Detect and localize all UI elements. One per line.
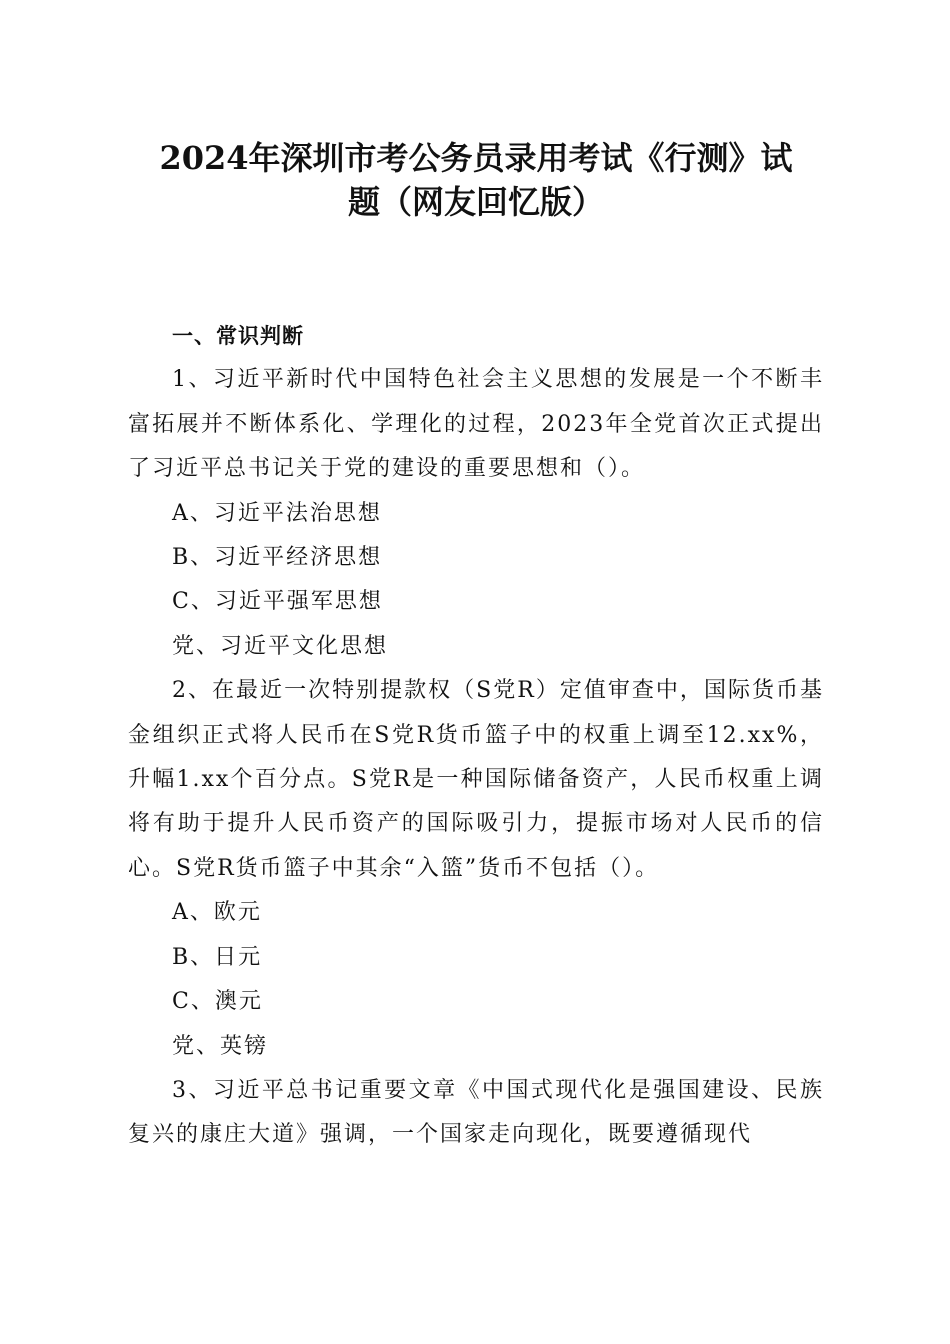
document-page [128, 136, 824, 1158]
question-2-option-c: C、澳元 [172, 989, 263, 1015]
question-2-option-a: A、欧元 [172, 900, 262, 926]
document-body [128, 314, 824, 1158]
question-1-option-c: C、习近平强军思想 [172, 589, 383, 615]
question-1-stem: 1、习近平新时代中国特色社会主义思想的发展是一个不断丰富拓展并不断体系化、学理化的过程，2023年全党首次正式提出了习近平总书记关于党的建设的重要思想和（）。 [128, 367, 824, 482]
question-1-option-a: A、习近平法治思想 [172, 500, 382, 526]
question-1-option-b: B、习近平经济思想 [172, 545, 383, 571]
document-title-line-2: 题（网友回忆版） [347, 183, 604, 221]
question-1-option-d: 党、习近平文化思想 [172, 633, 389, 659]
section-heading: 一、常识判断 [172, 324, 304, 348]
question-2-option-d: 党、英镑 [172, 1033, 269, 1059]
question-2-option-b: B、日元 [172, 944, 263, 970]
question-3-stem: 3、习近平总书记重要文章《中国式现代化是强国建设、民族复兴的康庄大道》强调，一个国家走向现化，既要遵循现代 [128, 1077, 824, 1148]
question-2-stem: 2、在最近一次特别提款权（S党R）定值审查中，国际货币基金组织正式将人民币在S党R货币篮子中的权重上调至12.xx%，升幅1.xx个百分点。S党R是一种国际储备资产，人民币权重上调将有助于提升人民币资产的国际吸引力，提振市场对人民币的信心。S党R货币篮子中其余“入篮”货币不包括（）。 [128, 678, 824, 881]
document-title-line-1: 2024年深圳市考公务员录用考试《行测》试 [159, 139, 793, 177]
document-title [128, 136, 824, 224]
